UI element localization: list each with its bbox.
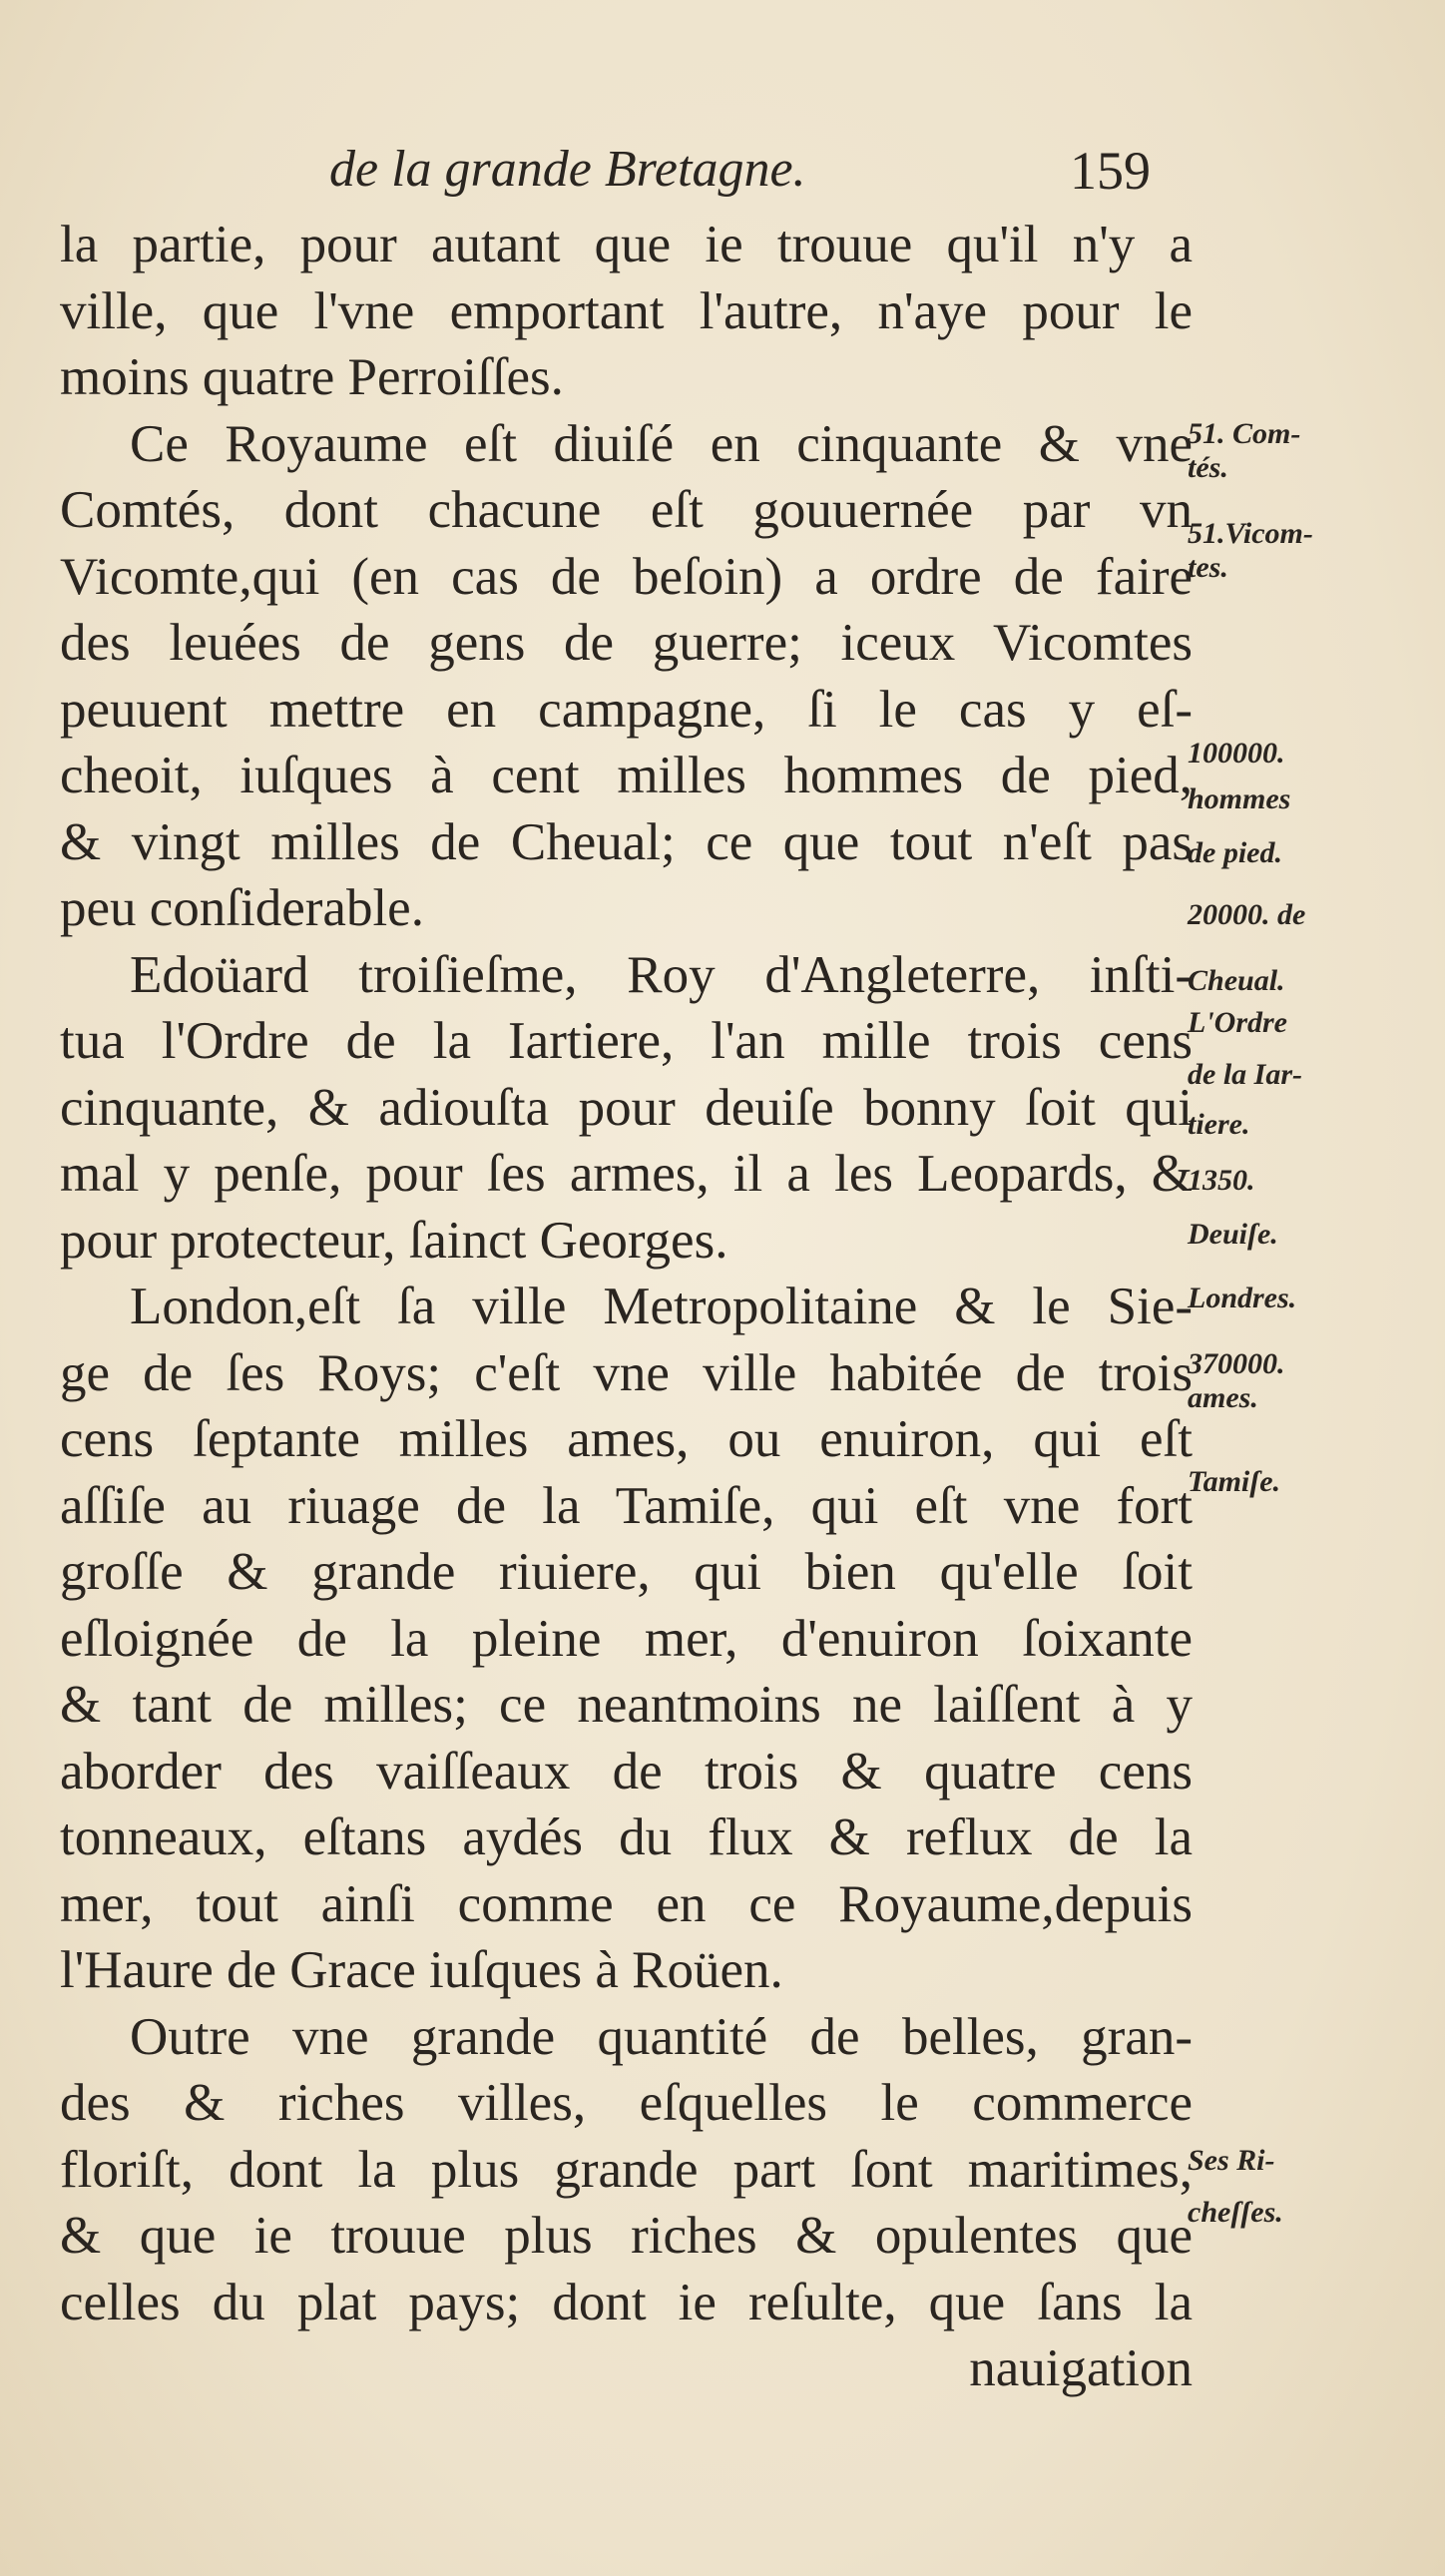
margin-note: Deuiſe. — [1188, 1218, 1278, 1251]
text-line: mal y penſe, pour ſes armes, il a les Leopards, & — [60, 1145, 1193, 1203]
text-line: peu conſiderable. — [60, 879, 424, 937]
text-line: floriſt, dont la plus grande part ſont maritimes, — [60, 2140, 1193, 2199]
margin-note: 100000. — [1188, 737, 1285, 770]
text-line: aborder des vaiſſeaux de trois & quatre cens — [60, 1742, 1193, 1801]
catchword: nauigation — [969, 2339, 1193, 2397]
margin-note: L'Ordre — [1188, 1006, 1287, 1039]
text-line: des leuées de gens de guerre; iceux Vicomtes — [60, 614, 1193, 672]
text-line: la partie, pour autant que ie trouue qu'il n'y a — [60, 216, 1193, 273]
margin-note: de pied. — [1188, 836, 1282, 869]
text-line: Outre vne grande quantité de belles, gran- — [130, 2007, 1193, 2066]
margin-note: de la Iar- — [1188, 1058, 1302, 1091]
text-line: ville, que l'vne emportant l'autre, n'aye pour le — [60, 281, 1193, 340]
margin-note: Tamiſe. — [1188, 1465, 1281, 1498]
text-line: celles du plat pays; dont ie reſulte, que ſans la — [60, 2273, 1193, 2331]
text-line: moins quatre Perroiſſes. — [60, 348, 564, 406]
text-line: tua l'Ordre de la Iartiere, l'an mille trois cens — [60, 1012, 1193, 1070]
text-line: Comtés, dont chacune eſt gouuernée par vn — [60, 481, 1193, 539]
margin-note: 1350. — [1188, 1164, 1255, 1197]
margin-note: 370000. — [1188, 1347, 1285, 1380]
text-line: & vingt milles de Cheual; ce que tout n'eſt pas — [60, 812, 1193, 871]
text-line: aſſiſe au riuage de la Tamiſe, qui eſt vne fort — [60, 1476, 1193, 1535]
text-line: mer, tout ainſi comme en ce Royaume,depuis — [60, 1874, 1193, 1933]
margin-note: tiere. — [1188, 1108, 1250, 1141]
text-line: Ce Royaume eſt diuiſé en cinquante & vne — [130, 414, 1193, 473]
text-line: cheoit, iuſques à cent milles hommes de pied, — [60, 747, 1193, 804]
text-line: eſloignée de la pleine mer, d'enuiron ſoixante — [60, 1609, 1193, 1668]
text-line: Edoüard troiſieſme, Roy d'Angleterre, inſti- — [130, 945, 1193, 1004]
page-number: 159 — [1070, 141, 1151, 201]
margin-note: 20000. de — [1188, 898, 1306, 931]
text-line: des & riches villes, eſquelles le commerce — [60, 2074, 1193, 2132]
text-line: pour protecteur, ſainct Georges. — [60, 1211, 728, 1270]
margin-note: cheſſes. — [1188, 2196, 1283, 2229]
running-header: de la grande Bretagne. — [329, 141, 806, 198]
text-line: tonneaux, eſtans aydés du flux & reflux de la — [60, 1808, 1193, 1866]
text-line: cinquante, & adiouſta pour deuiſe bonny ſoit qui — [60, 1078, 1193, 1137]
body-text — [60, 212, 1193, 2402]
margin-note: hommes — [1188, 782, 1291, 815]
margin-note: ames. — [1188, 1381, 1258, 1414]
margin-note: tés. — [1188, 451, 1228, 484]
text-line: groſſe & grande riuiere, qui bien qu'elle ſoit — [60, 1543, 1193, 1601]
text-line: & tant de milles; ce neantmoins ne laiſſent à y — [60, 1676, 1193, 1734]
text-line: London,eſt ſa ville Metropolitaine & le Sie- — [130, 1278, 1193, 1335]
margin-note: Londres. — [1188, 1282, 1297, 1314]
text-line: l'Haure de Grace iuſques à Roüen. — [60, 1941, 783, 1999]
margin-note: Ses Ri- — [1188, 2144, 1275, 2177]
margin-note: 51.Vicom- — [1188, 517, 1313, 550]
text-line: peuuent mettre en campagne, ſi le cas y eſ- — [60, 680, 1193, 739]
text-line: ge de ſes Roys; c'eſt vne ville habitée de trois — [60, 1343, 1193, 1402]
margin-note: tes. — [1188, 551, 1228, 584]
text-line: Vicomte,qui (en cas de beſoin) a ordre de faire — [60, 547, 1193, 606]
text-line: cens ſeptante milles ames, ou enuiron, qui eſt — [60, 1410, 1193, 1468]
text-line: & que ie trouue plus riches & opulentes que — [60, 2207, 1193, 2265]
margin-note: Cheual. — [1188, 964, 1285, 997]
margin-note: 51. Com- — [1188, 417, 1301, 450]
